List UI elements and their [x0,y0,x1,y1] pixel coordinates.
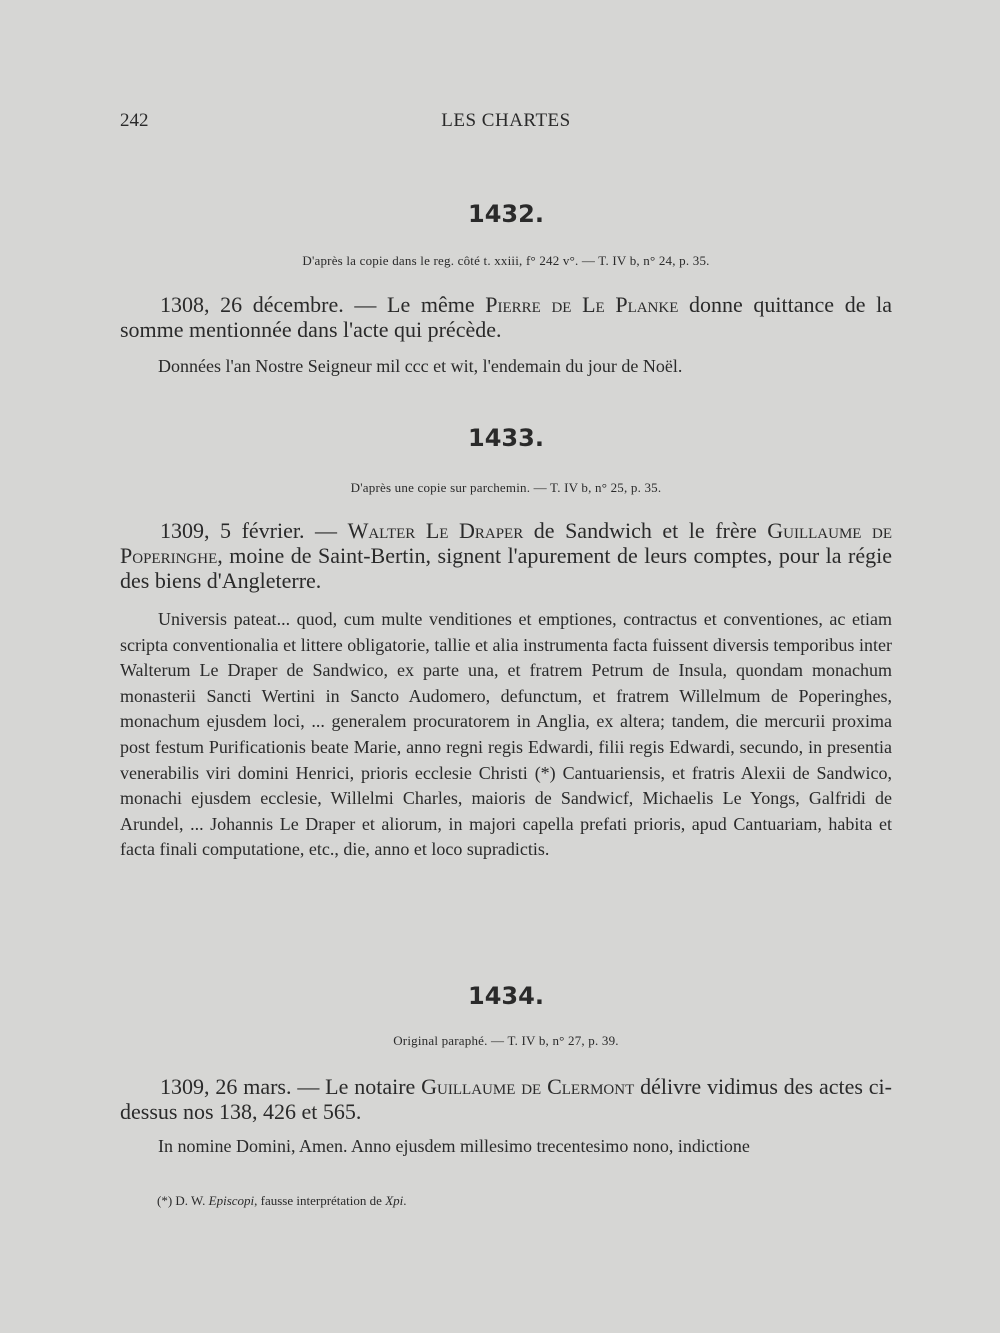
footnote-marker: (*) D. W. [157,1193,209,1208]
summary-date: 1308, 26 décembre. — Le même [160,292,486,317]
footnote-italic: Episcopi [208,1193,255,1208]
entry-summary [120,518,892,593]
entry-source: D'après une copie sur parchemin. — T. IV b, n° 25, p. 35. [350,480,662,495]
summary-rest: délivre vidimus des actes ci-dessus nos 138, 426 et 565. [120,1074,892,1124]
entry-source: Original paraphé. — T. IV b, n° 27, p. 39. [393,1033,619,1048]
page-number: 242 [120,110,149,131]
footnote-rest: , fausse interprétation de [254,1193,386,1208]
summary-person: Pierre de Le Planke [485,292,679,317]
summary-person: Walter Le Draper [347,518,524,543]
summary-rest: donne quittance de la somme mentionnée dans l'acte qui précède. [120,292,892,342]
running-header [120,110,892,136]
footnote-italic: Xpi [385,1193,404,1208]
running-title: LES CHARTES [441,110,571,131]
footnote-end: . [403,1193,407,1208]
entry-text: In nomine Domini, Amen. Anno ejusdem millesimo trecentesimo nono, indictione [158,1136,750,1156]
summary-middle: de Sandwich et le frère [523,518,768,543]
entry-source: D'après la copie dans le reg. côté t. xxiii, f° 242 v°. — T. IV b, n° 24, p. 35. [302,253,710,268]
summary-person: Guillaume de Poperinghe [120,518,893,568]
summary-person: Guillaume de Clermont [421,1074,635,1099]
summary-rest: , moine de Saint-Bertin, signent l'apurement de leurs comptes, pour la régie des biens d'Angleterre. [120,543,892,593]
entry-number: 1433. [468,424,544,452]
footnote [157,1193,407,1209]
entry-text: Données l'an Nostre Seigneur mil ccc et wit, l'endemain du jour de Noël. [158,356,683,376]
entry-summary [120,292,892,342]
entry-number: 1434. [468,982,544,1010]
summary-date: 1309, 26 mars. — Le notaire [160,1074,422,1099]
entry-number: 1432. [468,200,544,228]
entry-text: Universis pateat... quod, cum multe venditiones et emptiones, contractus et conventiones, ac etiam scripta conventionalia et littere obligatorie, tallie et alia instrumenta facta fuissent diversis temporibus inter Walterum Le Draper de Sandwico, ex parte una, et fratrem Petrum de Insula, quondam monachum monasterii Sancti Wertini in Sancto Audomero, defunctum, et fratrem Willelmum de Poperinghes, monachum ejusdem loci, ... generalem procuratorem in Anglia, ex altera; tandem, die mercurii proxima post festum Purificationis beate Marie, anno regni regis Edwardi, filii regis Edwardi, secundo, in presentia venerabilis viri domini Henrici, prioris ecclesie Christi (*) Cantuariensis, et fratris Alexii de Sandwico, monachi ejusdem ecclesie, Willelmi Charles, maioris de Sandwicf, Michaelis Le Yongs, Galfridi de Arundel, ... Johannis Le Draper et aliorum, in majori capella prefati prioris, apud Cantuariam, habita et facta finali computatione, etc., die, anno et loco supradictis. [120,609,892,860]
entry-summary [120,1074,892,1124]
summary-date: 1309, 5 février. — [160,518,348,543]
